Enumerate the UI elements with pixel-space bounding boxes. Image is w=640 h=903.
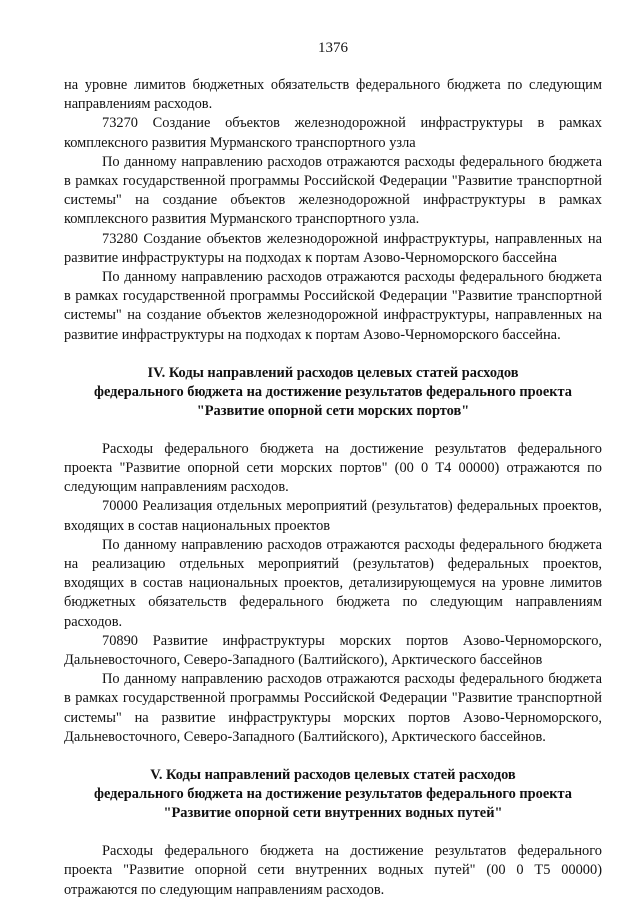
code-70000-title: 70000 Реализация отдельных мероприятий (результатов) федеральных проектов, входящих в состав национальных проектов <box>64 498 602 534</box>
section-v-heading-line-2: федерального бюджета на достижение результатов федерального проекта <box>93 786 572 803</box>
code-70000-description: По данному направлению расходов отражаются расходы федерального бюджета на реализацию отдельных мероприятий (результатов) федеральных проектов, входящих в состав национальных проектов, детализирующемуся на уровне лимитов бюджетных обязательств федерального бюджета по следующим направлениям расходов. <box>64 536 602 630</box>
document-page <box>64 38 602 900</box>
page-number: 1376 <box>318 40 348 56</box>
code-70890-title: 70890 Развитие инфраструктуры морских портов Азово-Черноморского, Дальневосточного, Северо-Западного (Балтийского), Арктического бассейнов <box>64 632 602 669</box>
section-iv-heading-line-1: IV. Коды направлений расходов целевых статей расходов <box>147 364 519 381</box>
code-73280-description: По данному направлению расходов отражаются расходы федерального бюджета в рамках государственной программы Российской Федерации "Развитие транспортной системы" на создание объектов железнодорожной инфраструктуры, направленных на развитие инфраструктуры на подходах к портам Азово-Черноморского бассейна. <box>64 269 602 343</box>
section-iv-heading-line-3: "Развитие опорной сети морских портов" <box>196 402 470 419</box>
paragraph-continuation: на уровне лимитов бюджетных обязательств федерального бюджета по следующим направлениям расходов. <box>64 77 602 113</box>
section-iv-heading-text <box>64 364 602 421</box>
code-73270-title: 73270 Создание объектов железнодорожной инфраструктуры в рамках комплексного развития Мурманского транспортного узла <box>64 115 602 151</box>
section-v-heading-line-3: "Развитие опорной сети внутренних водных путей" <box>163 805 503 822</box>
code-70890-description: По данному направлению расходов отражаются расходы федерального бюджета в рамках государственной программы Российской Федерации "Развитие транспортной системы" на развитие инфраструктуры морских портов Азово-Черноморского, Дальневосточного, Северо-Западного (Балтийского), Арктического бассейнов. <box>64 671 602 745</box>
section-iv-heading-line-2: федерального бюджета на достижение результатов федерального проекта <box>93 383 572 400</box>
section-v-heading <box>64 766 602 823</box>
section-iv-heading <box>64 364 602 421</box>
section-iv-intro: Расходы федерального бюджета на достижение результатов федерального проекта "Развитие опорной сети морских портов" (00 0 Т4 00000) отражаются по следующим направлениям расходов. <box>64 440 602 496</box>
section-v-heading-text <box>64 766 602 823</box>
code-73270-description: По данному направлению расходов отражаются расходы федерального бюджета в рамках государственной программы Российской Федерации "Развитие транспортной системы" на создание объектов железнодорожной инфраструктуры в рамках комплексного развития Мурманского транспортного узла. <box>64 153 602 228</box>
section-v-intro: Расходы федерального бюджета на достижение результатов федерального проекта "Развитие опорной сети внутренних водных путей" (00 0 Т5 00000) отражаются по следующим направлениям расходов. <box>64 843 602 898</box>
code-73280-title: 73280 Создание объектов железнодорожной инфраструктуры, направленных на развитие инфраструктуры на подходах к портам Азово-Черноморского бассейна <box>64 230 602 266</box>
section-v-heading-line-1: V. Коды направлений расходов целевых статей расходов <box>150 767 516 784</box>
